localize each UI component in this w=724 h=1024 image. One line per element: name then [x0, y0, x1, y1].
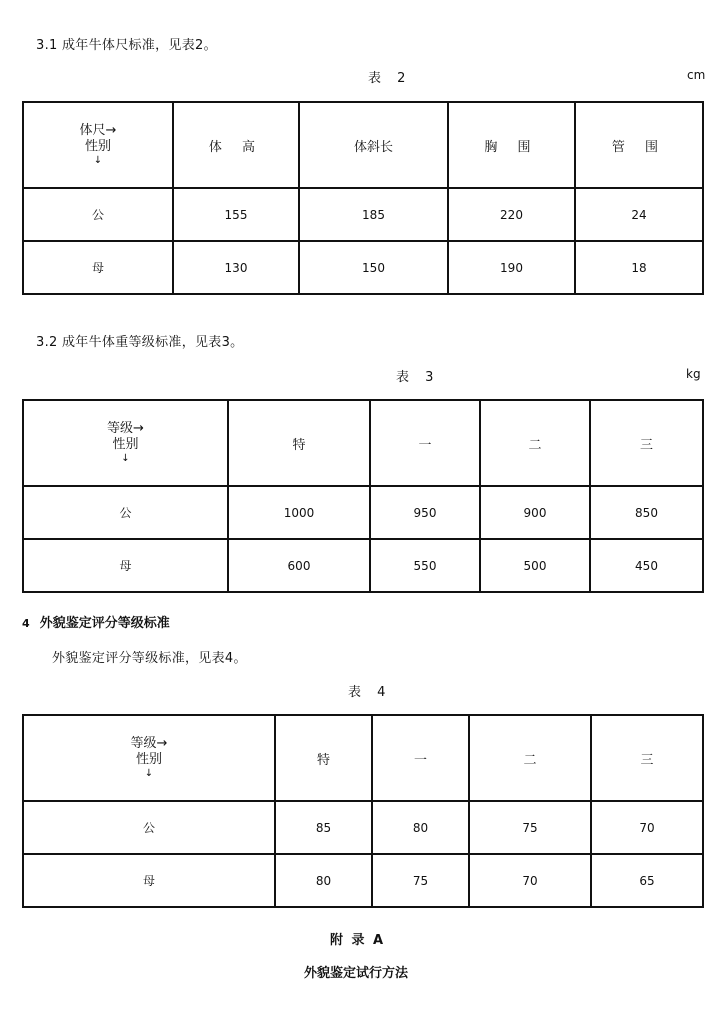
table3-sex-cell: 母 — [23, 539, 228, 592]
table3-cell: 600 — [228, 539, 370, 592]
table2-caption: 表 2 — [368, 71, 412, 86]
table-row — [23, 241, 703, 294]
table4-cell: 75 — [372, 854, 469, 907]
table4-cell: 80 — [372, 801, 469, 854]
table3-header-row — [23, 400, 703, 486]
section-4-title: 外貌鉴定评分等级标准 — [39, 616, 170, 631]
table4-header-cell: 二 — [469, 715, 591, 801]
table3-header-cell: 三 — [590, 400, 703, 486]
table3-corner-top: 等级→ — [107, 421, 144, 436]
table4 — [22, 714, 704, 908]
table3-cell: 450 — [590, 539, 703, 592]
section-3-1-text: 3.1 成年牛体尺标准，见表2。 — [36, 38, 217, 53]
table-row — [23, 486, 703, 539]
table4-corner-left: 性别 — [135, 752, 162, 767]
table2-cell: 130 — [173, 241, 299, 294]
table4-cell: 65 — [591, 854, 703, 907]
table3-header-cell: 二 — [480, 400, 590, 486]
table3 — [22, 399, 704, 593]
table3-cell: 850 — [590, 486, 703, 539]
table2-cell: 185 — [299, 188, 448, 241]
table3-corner-left: 性别 — [112, 437, 139, 452]
table4-header-cell: 特 — [275, 715, 372, 801]
table2-header-cell: 体斜长 — [299, 102, 448, 188]
table2 — [22, 101, 704, 295]
table4-corner-cell — [23, 715, 275, 801]
table-row — [23, 801, 703, 854]
table3-header-cell: 特 — [228, 400, 370, 486]
down-arrow-icon: ↓ — [93, 155, 103, 166]
appendix-subtitle: 外貌鉴定试行方法 — [304, 966, 409, 981]
table2-sex-cell: 公 — [23, 188, 173, 241]
table3-cell: 500 — [480, 539, 590, 592]
down-arrow-icon: ↓ — [121, 453, 130, 464]
appendix-title: 附 录 A — [330, 933, 386, 948]
table2-cell: 18 — [575, 241, 703, 294]
table4-header-cell: 一 — [372, 715, 469, 801]
table4-header-row — [23, 715, 703, 801]
table3-cell: 950 — [370, 486, 480, 539]
table-row — [23, 539, 703, 592]
table2-cell: 155 — [173, 188, 299, 241]
table2-header-cell: 管 围 — [575, 102, 703, 188]
table2-header-cell: 胸 围 — [448, 102, 575, 188]
section-4-heading — [22, 612, 170, 631]
table2-cell: 190 — [448, 241, 575, 294]
table-row — [23, 854, 703, 907]
table4-cell: 70 — [591, 801, 703, 854]
table3-corner-cell — [23, 400, 228, 486]
table3-caption: 表 3 — [396, 370, 440, 385]
table4-header-cell: 三 — [591, 715, 703, 801]
section-4-number: 4 — [22, 617, 30, 630]
table2-cell: 24 — [575, 188, 703, 241]
table3-cell: 1000 — [228, 486, 370, 539]
table2-corner-left: 性别 — [84, 139, 111, 154]
table-row — [23, 188, 703, 241]
table3-sex-cell: 公 — [23, 486, 228, 539]
table2-sex-cell: 母 — [23, 241, 173, 294]
table4-cell: 70 — [469, 854, 591, 907]
table4-cell: 85 — [275, 801, 372, 854]
table2-corner-top: 体尺→ — [79, 123, 117, 138]
table2-header-row — [23, 102, 703, 188]
table3-cell: 900 — [480, 486, 590, 539]
table3-cell: 550 — [370, 539, 480, 592]
table2-cell: 220 — [448, 188, 575, 241]
table4-cell: 80 — [275, 854, 372, 907]
table2-header-cell: 体 高 — [173, 102, 299, 188]
table3-header-cell: 一 — [370, 400, 480, 486]
section-3-2-text: 3.2 成年牛体重等级标准，见表3。 — [36, 335, 244, 350]
table2-unit: cm — [687, 68, 706, 82]
table2-cell: 150 — [299, 241, 448, 294]
table2-corner-cell — [23, 102, 173, 188]
table4-cell: 75 — [469, 801, 591, 854]
table4-caption: 表 4 — [348, 685, 392, 700]
table4-sex-cell: 公 — [23, 801, 275, 854]
table4-corner-top: 等级→ — [130, 736, 168, 751]
section-4-text: 外貌鉴定评分等级标准，见表4。 — [52, 651, 247, 666]
down-arrow-icon: ↓ — [144, 768, 154, 779]
table4-sex-cell: 母 — [23, 854, 275, 907]
table3-unit: kg — [686, 367, 701, 381]
